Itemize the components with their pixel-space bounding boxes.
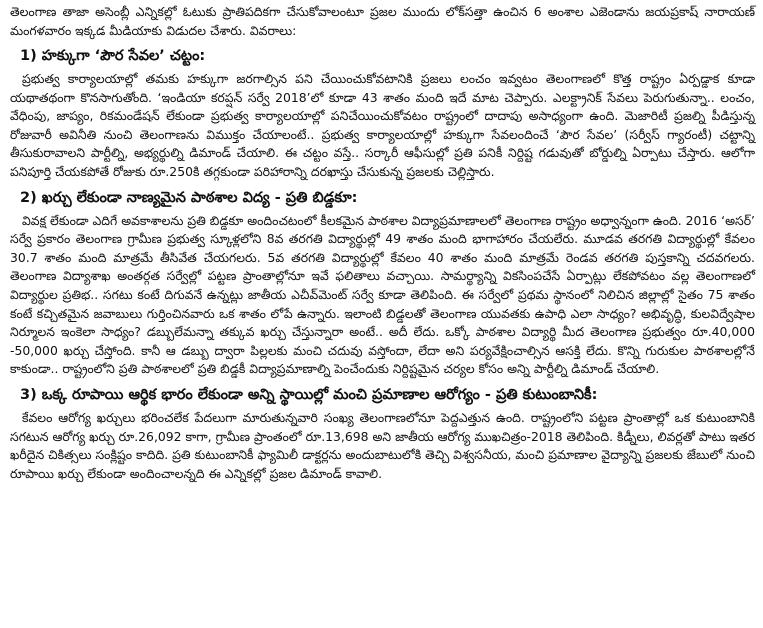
section-2-heading: 2) ఖర్చు లేకుండా నాణ్యమైన పాఠశాల విద్య - ప్రతి బిడ్డకూ:	[20, 189, 358, 206]
intro-paragraph: తెలంగాణ తాజా అసెంబ్లీ ఎన్నికల్లో ఓటుకు ప్రాతిపదికగా చేసుకోవాలంటూ ప్రజల ముందు లోక్‌సత్తా ఉంచిన 6 అంశాల ఎజెండాను జయప్రకాష్ నారాయణ్ మంగళవారం ఇక్కడ మీడియాకు విడుదల చేశారు. వివరాలు:	[10, 4, 755, 38]
section-2-body: వివక్ష లేకుండా ఎదిగే అవకాశాలను ప్రతి బిడ్డకూ అందించటంలో కీలకమైన పాఠశాల విద్యాప్రమాణాలలో తెలంగాణ రాష్ట్రం అధ్వాన్నంగా ఉంది. 2016 ‘అసర్’ సర్వే ప్రకారం తెలంగాణ గ్రామీణ ప్రభుత్వ స్కూళ్లలోని 8వ తరగతి విద్యార్థుల్లో 49 శాతం మంది భాగాహారం చేయలేరు. మూడవ తరగతి విద్యార్థుల్లో కేవలం 30.7 శాతం మంది మాత్రమే తీసివేత చేయగలరు. 5వ తరగతి విద్యార్థుల్లో కేవలం 40 శాతం మంది మాత్రమే రెండవ తరగతి పుస్తకాన్ని చదవగలరు. తెలంగాణ విద్యాశాఖ అంతర్గత సర్వేల్లో పట్టణ ప్రాంతాల్లోనూ ఇవే ఫలితాలు వచ్చాయి. సామర్థ్యాన్ని వికసింపచేసే ఏర్పాట్లు లేకపోవటం వల్ల తెలంగాణలో విద్యార్థుల ప్రతిభ.. సగటు కంటే దిగువనే ఉన్నట్లు జాతీయ ఎచీవ్‌మెంట్ సర్వే కూడా తెలిపింది. ఈ సర్వేలో ప్రథమ స్థానంలో నిలిచిన జిల్లాల్లో సైతం 75 శాతం కంటే కచ్చితమైన జవాబులు గుర్తించినవారు ఒక శాతం లోపే ఉన్నారు. ఇలాంటి బిడ్డలతో తెలంగాణ యువతకు ఉపాధి ఎలా సాధ్యం? అభివృద్ధి, కులవిద్వేషాల నిర్మూలన ఇంకెలా సాధ్యం? డబ్బులేమన్నా తక్కువ ఖర్చు చేస్తున్నారా అంటే.. అదీ లేదు. ఒక్కో పాఠశాల విద్యార్థి మీద తెలంగాణ ప్రభుత్వం రూ.40,000 -50,000 ఖర్చు చేస్తోంది. కానీ ఆ డబ్బు ద్వారా పిల్లలకు మంచి చదువు వస్తోందా, లేదా అని పర్యవేక్షించాల్సిన ఆసక్తి లేదు. కొన్ని గురుకుల పాఠశాలల్లోనే కాకుండా.. రాష్ట్రంలోని ప్రతి పాఠశాలలో ప్రతి బిడ్డకీ విద్యాప్రమాణాల్ని పెంచేందుకు నిర్దిష్టమైన చర్యల కోసం అన్ని పార్టీల్ని డిమాండ్ చేయాలి.	[10, 212, 755, 377]
section-1-body: ప్రభుత్వ కార్యాలయాల్లో తమకు హక్కుగా జరగాల్సిన పని చేయించుకోవటానికి ప్రజలు లంచం ఇవ్వటం తెలంగాణలో కొత్త రాష్ట్రం ఏర్పడ్డాక కూడా యథాతథంగా కొనసాగుతోంది. ‘ఇండియా కరప్షన్ సర్వే 2018’లో కూడా 43 శాతం మంది ఇదే మాట చెప్పారు. ఎలక్ట్రానిక్ సేవలు పెరుగుతున్నా.. లంచం, వేధింపు, జాప్యం, రికమండేషన్ లేకుండా ప్రభుత్వ కార్యాలయాల్లో పనిచేయించుకోవటం రాష్ట్రంలో దాదాపు అసాధ్యంగా ఉంది. మెజారిటీ ప్రజల్ని పీడిస్తున్న రోజువారీ అవినీతి నుంచి తెలంగాణను విముక్తం చేయాలంటే.. ప్రభుత్వ కార్యాలయాల్లో హక్కుగా సేవలందించే ‘పౌర సేవల’ (సర్వీస్ గ్యారంటీ) చట్టాన్ని తీసుకురావాలని పార్టీల్ని, అభ్యర్థుల్ని డిమాండ్ చేయాలి. ఈ చట్టం వస్తే.. సర్కారీ ఆఫీసుల్లో ప్రతి పనికీ నిర్దిష్ట గడువుతో బోర్డుల్ని ఏర్పాటు చేస్తారు. ఆలోగా పనిపూర్తి చేయకపోతే రోజుకు రూ.250కి తగ్గకుండా పరిహారాన్ని దరఖాస్తు చేసుకున్న ప్రజలకు చెల్లిస్తారు.	[10, 71, 755, 179]
section-3-heading: 3) ఒక్క రూపాయి ఆర్థిక భారం లేకుండా అన్ని స్థాయిల్లో మంచి ప్రమాణాల ఆరోగ్యం - ప్రతి కుటుంబానికీ:	[20, 386, 598, 403]
section-3-body: కేవలం ఆరోగ్య ఖర్చులు భరించలేక పేదలుగా మారుతున్నవారి సంఖ్య తెలంగాణలోనూ పెద్దఎత్తున ఉంది. రాష్ట్రంలోని పట్టణ ప్రాంతాల్లో ఒక కుటుంబానికి సగటున ఆరోగ్య ఖర్చు రూ.26,092 కాగా, గ్రామీణ ప్రాంతంలో రూ.13,698 అని జాతీయ ఆరోగ్య ముఖచిత్రం-2018 తెలిపింది. కిడ్నీలు, లివర్లతో పాటు ఇతర ఖరీదైన చికిత్సలు సంక్లిష్టం కాదిది. ప్రతి కుటుంబానికీ ఫ్యామిలీ డాక్టర్లను అందుబాటులోకి తెచ్చి విశ్వసనీయ, మంచి ప్రమాణాల వైద్యాన్ని ప్రజలకు జేబులో నుంచి రూపాయి ఖర్చు లేకుండా అందించాలన్నది ఈ ఎన్నికల్లో ప్రజల డిమాండ్ కావాలి.	[10, 409, 755, 481]
section-3	[10, 385, 755, 483]
section-1	[10, 46, 755, 182]
section-2	[10, 188, 755, 379]
section-1-heading: 1) హక్కుగా ‘పౌర సేవల’ చట్టం:	[20, 48, 206, 64]
